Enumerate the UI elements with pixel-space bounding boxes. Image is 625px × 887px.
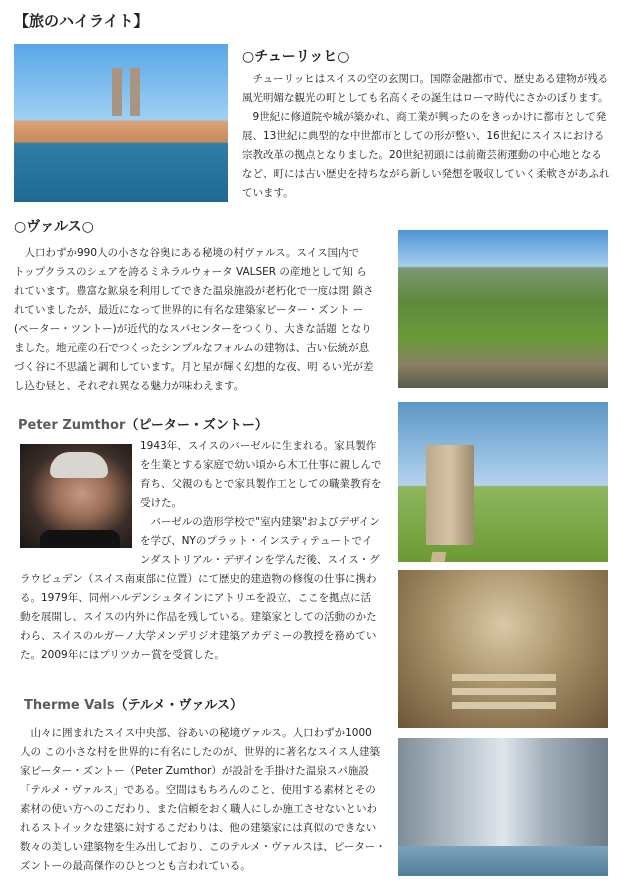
therme-title [24, 694, 243, 713]
zurich-line: 展、13世紀に典型的な中世都市としての形が整い、16世紀にスイスにおける [242, 130, 605, 142]
vals-line: れています。豊富な鉱泉を利用してできた温泉施設が老朽化で一度は閉 鎖さ [14, 285, 374, 297]
therme-text [20, 724, 386, 876]
vals-line: れていましたが、最近になって世界的に有名な建築家ピーター・ズント ー [14, 304, 364, 316]
therme-line: れるストイックな建築に対するこだわりは、他の建築家には真似のできない [20, 822, 377, 834]
vals-line: 人口わずか990人の小さな谷奥にある秘境の村ヴァルス。スイス国内で [14, 247, 360, 259]
zumthor-line: 受けた。 [140, 497, 182, 509]
zumthor-line: ンダストリアル・デザインを学んだ後、スイス・グ [140, 554, 380, 566]
zurich-line: 9世紀に修道院や城が築かれ、商工業が興ったのをきっかけに都市として発 [242, 111, 607, 123]
therme-line: ズントーの最高傑作のひとつとも言われている。 [20, 860, 251, 872]
zumthor-title-ja: （ピーター・ズントー） [125, 418, 268, 433]
therme-line: 素材の使い方へのこだわり、また信頼をおく職人にしか施工させないといわ [20, 803, 377, 815]
zumthor-portrait [20, 444, 132, 548]
zurich-line: 風光明媚な観光の町としても名高くその誕生はローマ時代にさかのぼります。 [242, 92, 609, 104]
zurich-line: 宗教改革の拠点となりました。20世紀初頭には前衛芸術運動の中心地となる [242, 149, 602, 161]
therme-line: 山々に囲まれたスイス中央部、谷あいの秘境ヴァルス。人口わずか1000 [20, 727, 372, 739]
therme-title-ja: （テルメ・ヴァルス） [114, 698, 244, 713]
zumthor-line: る。1979年、同州ハルデンシュタインにアトリエを設立、ここを拠点に活 [20, 592, 372, 604]
page-header: 【旅のハイライト】 [14, 12, 149, 30]
zurich-photo [14, 44, 228, 202]
zumthor-line: を生業とする家庭で幼い頃から木工仕事に親しんで [140, 459, 382, 471]
vals-line: づく谷に不思議と調和しています。月と星が輝く幻想的な夜、明 るい光が差 [14, 361, 374, 373]
therme-spa-photo [398, 738, 608, 876]
zumthor-line: 動を展開し、スイスの内外に作品を残している。建築家としての活動のかた [20, 611, 377, 623]
zurich-line: など、町には古い歴史を持ちながら新しい発想を吸収していく柔軟さがあふれ [242, 168, 610, 180]
zumthor-title-en: Peter Zumthor [18, 418, 126, 433]
chapel-interior-photo [398, 570, 608, 728]
vals-village-photo [398, 230, 608, 388]
zumthor-text-right [140, 437, 386, 570]
vals-line: (ペーター・ツントー)が近代的なスパセンターをつくり、大きな話題 となり [14, 323, 372, 335]
zumthor-title [18, 414, 268, 433]
therme-line: 「テルメ・ヴァルス」である。空間はもちろんのこと、使用する素材とその [20, 784, 376, 796]
zumthor-line: を学び、NYのプラット・インスティテュートでイ [140, 535, 373, 547]
zumthor-text-full [20, 570, 386, 665]
zurich-line: チューリッヒはスイスの空の玄関口。国際金融都市で、歴史ある建物が残る [242, 73, 609, 85]
vals-line: ました。地元産の石でつくったシンプルなフォルムの建物は、古い伝統が息 [14, 342, 370, 354]
vals-title: ○ヴァルス○ [14, 219, 94, 235]
vals-text [14, 244, 386, 396]
zurich-line: ています。 [242, 187, 294, 199]
zumthor-line: 育ち、父親のもとで家具製作工としての職業教育を [140, 478, 382, 490]
therme-line: 数々の美しい建築物を生み出しており、このテルメ・ヴァルスは、ピーター・ [20, 841, 386, 853]
zumthor-line: 1943年、スイスのバーゼルに生まれる。家具製作 [140, 440, 377, 452]
chapel-photo [398, 402, 608, 562]
vals-line: トップクラスのシェアを誇るミネラルウォータ VALSER の産地として知 ら [14, 266, 367, 278]
zumthor-line: バーゼルの造形学校で"室内建築"およびデザイン [140, 516, 380, 528]
therme-title-en: Therme Vals [24, 698, 115, 713]
zumthor-line: た。2009年にはプリツカー賞を受賞した。 [20, 649, 225, 661]
therme-line: 家ピーター・ズントー（Peter Zumthor）が設計を手掛けた温泉スパ施設 [20, 765, 369, 777]
vals-line: し込む昼と、それぞれ異なる魅力が味わえます。 [14, 380, 245, 392]
zurich-title: ○チューリッヒ○ [242, 49, 350, 65]
zurich-text [242, 70, 614, 203]
zumthor-line: わら、スイスのルガーノ大学メンデリジオ建築アカデミーの教授を務めてい [20, 630, 377, 642]
zumthor-line: ラウビュデン（スイス南東部に位置）にて歴史的建造物の修復の仕事に携わ [20, 573, 377, 585]
therme-line: 人の この小さな村を世界的に有名にしたのが、世界的に著名なスイス人建築 [20, 746, 381, 758]
